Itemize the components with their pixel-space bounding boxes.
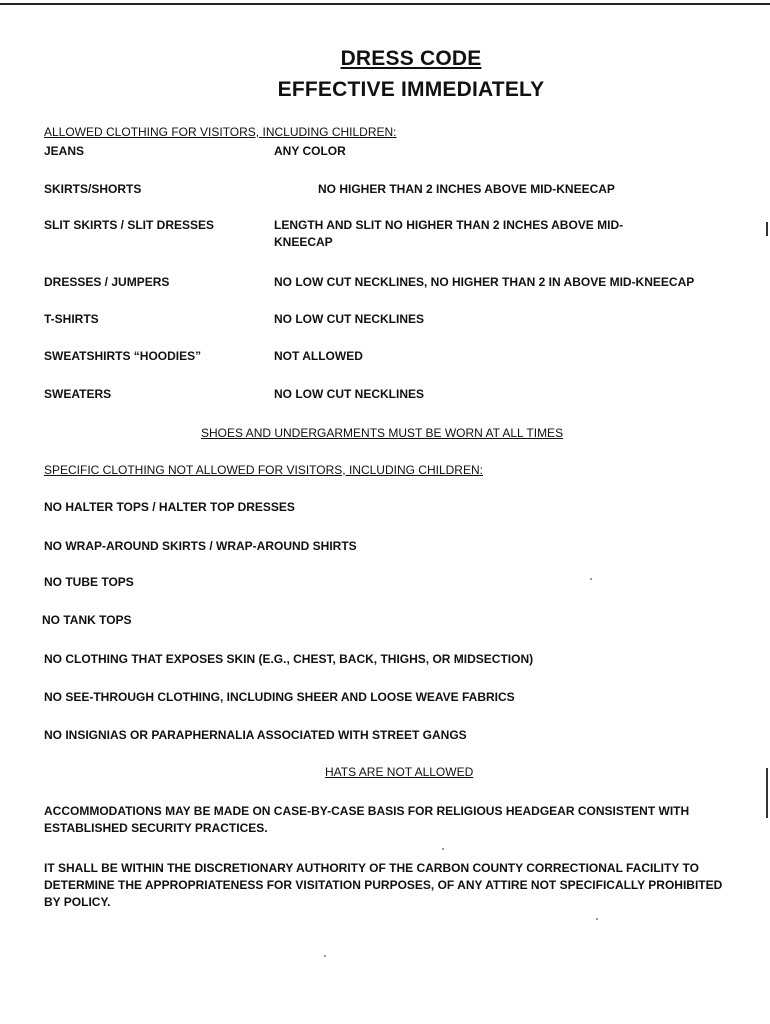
not-allowed-item: NO SEE-THROUGH CLOTHING, INCLUDING SHEER AND LOOSE WEAVE FABRICS <box>44 690 515 704</box>
scan-edge-line <box>0 3 770 5</box>
allowed-item-name: SKIRTS/SHORTS <box>44 182 142 196</box>
not-allowed-item: NO HALTER TOPS / HALTER TOP DRESSES <box>44 500 295 514</box>
document-title: DRESS CODE <box>340 47 482 70</box>
allowed-item-rule: NO HIGHER THAN 2 INCHES ABOVE MID-KNEECAP <box>318 182 615 196</box>
accommodations-paragraph: ACCOMMODATIONS MAY BE MADE ON CASE-BY-CASE BASIS FOR RELIGIOUS HEADGEAR CONSISTENT WITH ESTABLISHED SECURITY PRACTICES. <box>44 804 690 835</box>
scan-margin-mark <box>766 222 768 236</box>
scan-margin-mark <box>766 768 768 818</box>
scan-speck <box>442 848 444 850</box>
allowed-item-rule: NO LOW CUT NECKLINES <box>274 387 424 401</box>
allowed-item-name: SWEATERS <box>44 387 112 401</box>
scan-speck <box>324 955 326 957</box>
allowed-item-name: T-SHIRTS <box>44 312 99 326</box>
scan-speck <box>596 918 598 920</box>
authority-paragraph: IT SHALL BE WITHIN THE DISCRETIONARY AUTHORITY OF THE CARBON COUNTY CORRECTIONAL FACILITY TO DETERMINE THE APPROPRIATENESS FOR VISITATION PURPOSES, OF ANY ATTIRE NOT SPECIFICALLY PROHIBITED BY POLICY. <box>44 861 723 909</box>
scan-speck <box>590 578 592 580</box>
not-allowed-item: NO INSIGNIAS OR PARAPHERNALIA ASSOCIATED WITH STREET GANGS <box>44 728 467 742</box>
allowed-item-rule: NO LOW CUT NECKLINES, NO HIGHER THAN 2 IN ABOVE MID-KNEECAP <box>274 275 695 289</box>
not-allowed-item: NO TANK TOPS <box>42 613 132 627</box>
allowed-item-rule: NO LOW CUT NECKLINES <box>274 312 424 326</box>
allowed-clothing-header: ALLOWED CLOTHING FOR VISITORS, INCLUDING CHILDREN: <box>44 125 397 139</box>
not-allowed-clothing-header: SPECIFIC CLOTHING NOT ALLOWED FOR VISITORS, INCLUDING CHILDREN: <box>44 463 483 477</box>
allowed-item-rule: NOT ALLOWED <box>274 349 363 363</box>
allowed-item-rule: ANY COLOR <box>274 144 346 158</box>
allowed-item-name: SLIT SKIRTS / SLIT DRESSES <box>44 218 215 232</box>
allowed-item-name: SWEATSHIRTS “HOODIES” <box>44 349 202 363</box>
allowed-item-rule: LENGTH AND SLIT NO HIGHER THAN 2 INCHES ABOVE MID-KNEECAP <box>274 218 624 249</box>
not-allowed-item: NO CLOTHING THAT EXPOSES SKIN (E.G., CHEST, BACK, THIGHS, OR MIDSECTION) <box>44 652 534 666</box>
allowed-item-name: DRESSES / JUMPERS <box>44 275 170 289</box>
allowed-item-name: JEANS <box>44 144 85 158</box>
not-allowed-item: NO TUBE TOPS <box>44 575 134 589</box>
document-subtitle: EFFECTIVE IMMEDIATELY <box>277 78 545 101</box>
hats-not-allowed-note: HATS ARE NOT ALLOWED <box>325 765 474 779</box>
not-allowed-item: NO WRAP-AROUND SKIRTS / WRAP-AROUND SHIRTS <box>44 539 357 553</box>
shoes-undergarments-note: SHOES AND UNDERGARMENTS MUST BE WORN AT ALL TIMES <box>201 426 564 440</box>
